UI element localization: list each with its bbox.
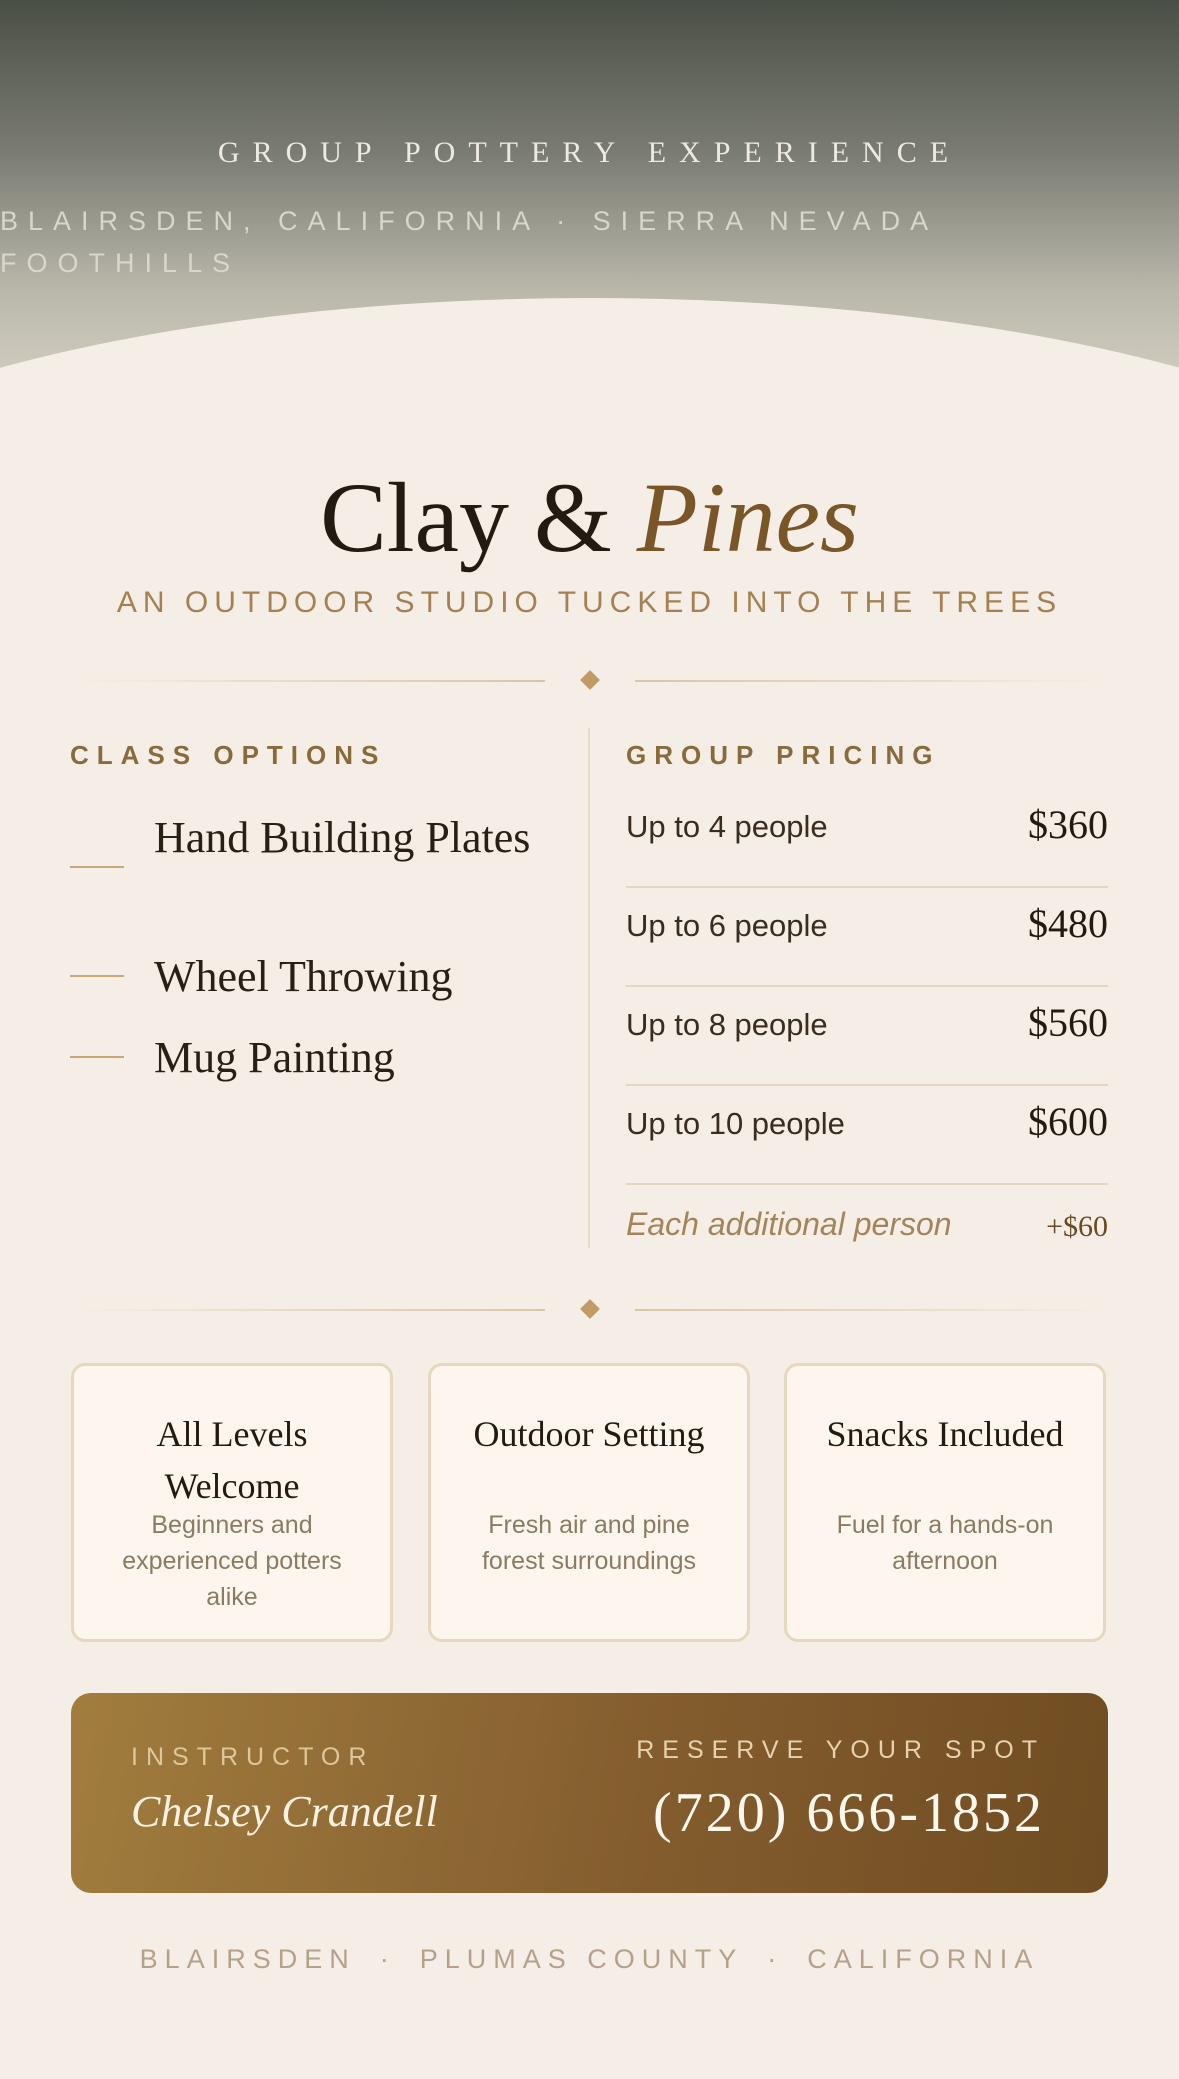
footer-town: BLAIRSDEN (139, 1944, 356, 1974)
dash-icon (70, 975, 124, 977)
price-amount: $360 (1028, 802, 1108, 847)
reservation-banner (71, 1693, 1108, 1893)
reserve-label: RESERVE YOUR SPOT (636, 1736, 1045, 1764)
class-options-heading: CLASS OPTIONS (70, 740, 387, 770)
page-title (0, 458, 1179, 578)
divider (75, 671, 1105, 691)
tagline: AN OUTDOOR STUDIO TUCKED INTO THE TREES (116, 586, 1063, 619)
price-group-size: Up to 10 people (626, 1106, 845, 1141)
footer-state: CALIFORNIA (807, 1944, 1040, 1974)
class-option-label: Hand Building Plates (154, 813, 531, 862)
phone-number[interactable]: (720) 666-1852 (653, 1782, 1045, 1844)
dash-icon (70, 866, 124, 868)
additional-person-amount: +$60 (1046, 1210, 1108, 1243)
feature-title: Snacks Included (826, 1414, 1064, 1454)
feature-card (784, 1363, 1106, 1642)
price-row (626, 985, 1108, 1086)
feature-title: All Levels Welcome (156, 1414, 308, 1506)
instructor-label: INSTRUCTOR (131, 1743, 375, 1771)
hero-kicker: GROUP POTTERY EXPERIENCE (217, 136, 962, 169)
additional-person-label: Each additional person (626, 1206, 952, 1242)
feature-card (428, 1363, 750, 1642)
hero-banner (0, 0, 1179, 400)
price-group-size: Up to 8 people (626, 1007, 828, 1042)
price-amount: $600 (1028, 1099, 1108, 1144)
title-main: Clay & (320, 462, 637, 573)
price-row (626, 787, 1108, 888)
footer-county: PLUMAS COUNTY (419, 1944, 744, 1974)
divider (75, 1300, 1105, 1320)
dash-icon (70, 1056, 124, 1058)
additional-person-row (626, 1206, 1108, 1256)
feature-description: Beginners and experienced potters alike (122, 1511, 342, 1611)
footer-separator: · (379, 1944, 396, 1974)
feature-description: Fuel for a hands-on afternoon (836, 1511, 1054, 1575)
diamond-icon (580, 670, 600, 690)
instructor-name: Chelsey Crandell (131, 1787, 438, 1836)
footer-location (0, 1944, 1179, 1975)
diamond-icon (580, 1299, 600, 1319)
feature-card (71, 1363, 393, 1642)
column-divider (588, 728, 590, 1248)
price-group-size: Up to 6 people (626, 908, 828, 943)
price-amount: $560 (1028, 1000, 1108, 1045)
hero-curve (0, 298, 1179, 400)
footer-separator: · (767, 1944, 784, 1974)
price-row (626, 886, 1108, 987)
price-group-size: Up to 4 people (626, 809, 828, 844)
class-option-label: Wheel Throwing (154, 952, 453, 1001)
feature-description: Fresh air and pine forest surroundings (481, 1511, 696, 1575)
price-amount: $480 (1028, 901, 1108, 946)
price-row (626, 1084, 1108, 1185)
class-option-label: Mug Painting (154, 1033, 395, 1082)
feature-title: Outdoor Setting (473, 1414, 705, 1454)
title-accent: Pines (636, 462, 859, 573)
hero-subtitle: BLAIRSDEN, CALIFORNIA · SIERRA NEVADA FOOTHILLS (0, 206, 937, 278)
group-pricing-heading: GROUP PRICING (626, 740, 941, 770)
